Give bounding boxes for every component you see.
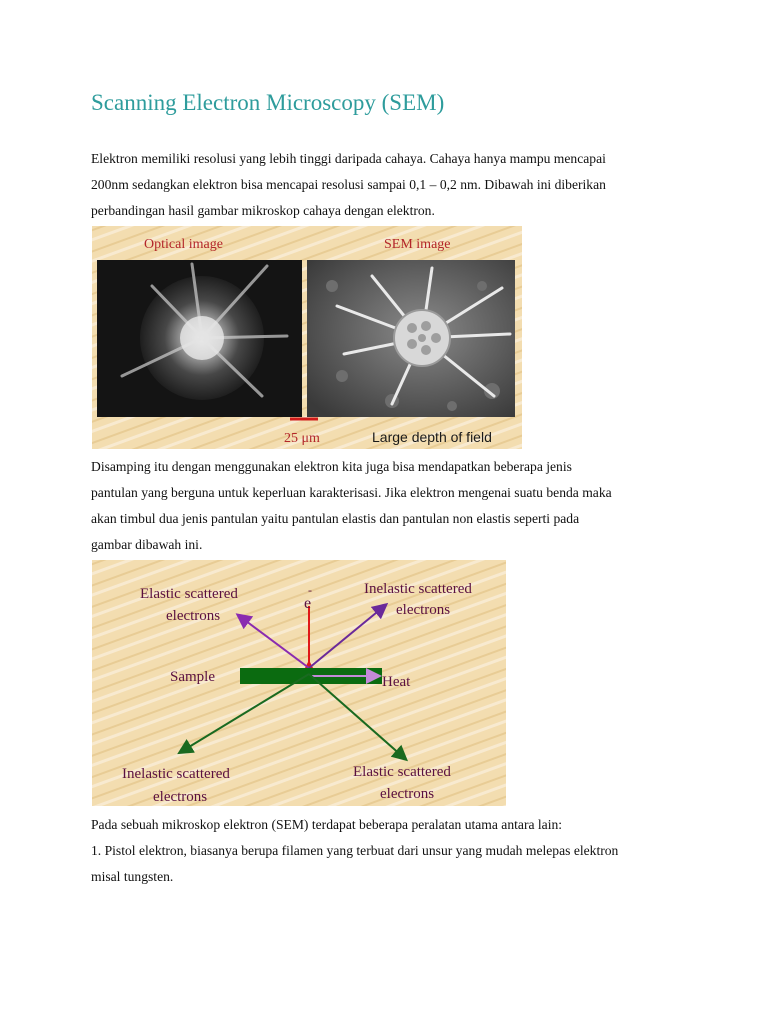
inelastic-top-label-line2: electrons <box>396 602 451 618</box>
elastic-top-label-line2: electrons <box>166 608 221 624</box>
inelastic-bottom-label-line2: electrons <box>153 789 208 805</box>
elastic-top-label-line1: Elastic scattered <box>140 586 238 602</box>
text-line: Pada sebuah mikroskop elektron (SEM) terdapat beberapa peralatan utama antara lain: <box>91 817 563 832</box>
optical-vs-sem-figure <box>92 226 522 449</box>
electron-scattering-diagram <box>92 560 506 806</box>
scale-label: 25 μm <box>284 431 320 446</box>
list-item: 1. Pistol elektron, biasanya berupa filamen yang terbuat dari unsur yang mudah melepas elektron <box>91 843 619 858</box>
sem-image <box>307 260 515 417</box>
depth-of-field-label: Large depth of field <box>372 429 492 445</box>
elastic-bottom-label-line2: electrons <box>380 786 435 802</box>
page-title: Scanning Electron Microscopy (SEM) <box>91 90 445 115</box>
text-line: 200nm sedangkan elektron bisa mencapai resolusi sampai 0,1 – 0,2 nm. Dibawah ini diberikan <box>91 177 606 192</box>
text-line: perbandingan hasil gambar mikroskop cahaya dengan elektron. <box>91 203 435 218</box>
optical-image-label: Optical image <box>144 237 223 252</box>
optical-image <box>97 260 302 417</box>
electron-label: e <box>304 595 312 612</box>
inelastic-top-label-line1: Inelastic scattered <box>364 581 472 597</box>
scattering-paragraph <box>91 454 691 558</box>
intro-paragraph <box>91 146 691 224</box>
text-line: akan timbul dua jenis pantulan yaitu pantulan elastis dan pantulan non elastis seperti pada <box>91 511 580 526</box>
sample-label: Sample <box>170 669 215 685</box>
heat-label: Heat <box>382 674 411 690</box>
text-line: pantulan yang berguna untuk keperluan karakterisasi. Jika elektron mengenai suatu benda maka <box>91 485 612 500</box>
sem-image-label: SEM image <box>384 237 451 252</box>
list-item-continuation: misal tungsten. <box>91 869 174 884</box>
text-line: Elektron memiliki resolusi yang lebih tinggi daripada cahaya. Cahaya hanya mampu mencapai <box>91 151 606 166</box>
inelastic-bottom-label-line1: Inelastic scattered <box>122 766 230 782</box>
components-paragraph <box>91 812 691 890</box>
elastic-bottom-label-line1: Elastic scattered <box>353 764 451 780</box>
text-line: Disamping itu dengan menggunakan elektron kita juga bisa mendapatkan beberapa jenis <box>91 459 572 474</box>
text-line: gambar dibawah ini. <box>91 537 203 552</box>
electron-charge-label: - <box>308 583 312 597</box>
